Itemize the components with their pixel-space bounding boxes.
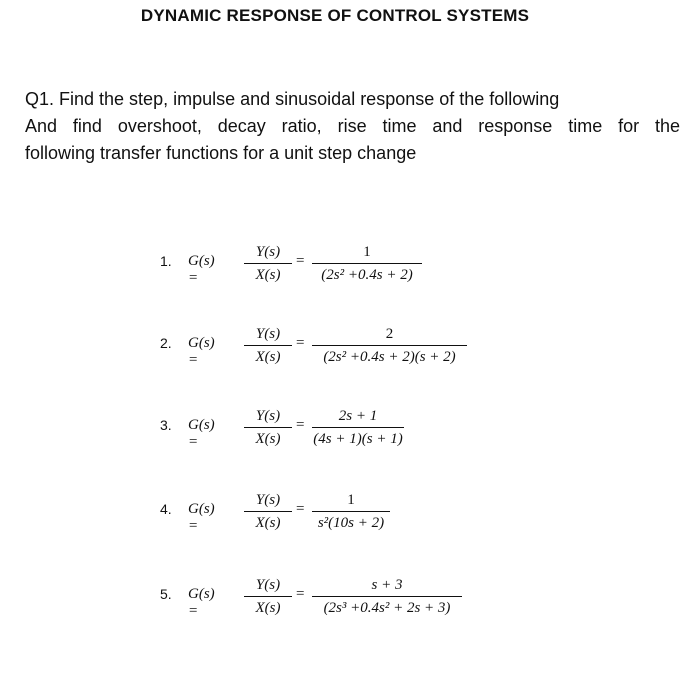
tf-denominator: (2s² +0.4s + 2)(s + 2) xyxy=(323,349,456,365)
ratio-denominator: X(s) xyxy=(255,515,281,531)
equals-sign: = xyxy=(296,417,305,433)
ratio-denominator: X(s) xyxy=(255,349,281,365)
transfer-function-lhs: G(s) = xyxy=(188,586,215,619)
equation-number: 3. xyxy=(160,417,172,433)
transfer-function-lhs: G(s) = xyxy=(188,501,215,534)
page-title: DYNAMIC RESPONSE OF CONTROL SYSTEMS xyxy=(140,6,530,25)
output-input-ratio xyxy=(244,406,292,449)
equation-number: 5. xyxy=(160,586,172,602)
fraction-bar xyxy=(312,596,462,597)
transfer-fraction xyxy=(312,406,404,449)
equation-number: 4. xyxy=(160,501,172,517)
transfer-fraction xyxy=(312,490,390,533)
ratio-numerator: Y(s) xyxy=(255,577,281,593)
fraction-bar xyxy=(312,427,404,428)
fraction-bar xyxy=(244,263,292,264)
fraction-bar xyxy=(312,511,390,512)
fraction-bar xyxy=(244,596,292,597)
fraction-bar xyxy=(244,345,292,346)
fraction-bar xyxy=(312,345,467,346)
transfer-fraction xyxy=(312,324,467,367)
transfer-function-lhs: G(s) = xyxy=(188,335,215,368)
equals-sign: = xyxy=(296,501,305,517)
transfer-function-lhs: G(s) = xyxy=(188,253,215,286)
transfer-fraction xyxy=(312,242,422,285)
ratio-numerator: Y(s) xyxy=(255,408,281,424)
tf-denominator: (2s² +0.4s + 2) xyxy=(321,267,413,283)
equation-number: 2. xyxy=(160,335,172,351)
ratio-numerator: Y(s) xyxy=(255,326,281,342)
ratio-denominator: X(s) xyxy=(255,267,281,283)
tf-numerator: 2 xyxy=(385,326,394,342)
question-text xyxy=(25,86,680,167)
output-input-ratio xyxy=(244,490,292,533)
ratio-numerator: Y(s) xyxy=(255,492,281,508)
ratio-numerator: Y(s) xyxy=(255,244,281,260)
tf-numerator: s + 3 xyxy=(371,577,403,593)
output-input-ratio xyxy=(244,575,292,618)
tf-denominator: (2s³ +0.4s² + 2s + 3) xyxy=(323,600,451,616)
transfer-function-lhs: G(s) = xyxy=(188,417,215,450)
tf-numerator: 1 xyxy=(363,244,371,260)
transfer-fraction xyxy=(312,575,462,618)
tf-numerator: 2s + 1 xyxy=(338,408,378,424)
question-line-1: Q1. Find the step, impulse and sinusoidal response of the following xyxy=(25,89,560,109)
equals-sign: = xyxy=(296,253,305,269)
equals-sign: = xyxy=(296,586,305,602)
output-input-ratio xyxy=(244,324,292,367)
question-line-2: And find overshoot, decay ratio, rise time and response time for the xyxy=(25,116,680,136)
equation-number: 1. xyxy=(160,253,172,269)
ratio-denominator: X(s) xyxy=(255,431,281,447)
fraction-bar xyxy=(244,511,292,512)
tf-denominator: s²(10s + 2) xyxy=(317,515,385,531)
tf-denominator: (4s + 1)(s + 1) xyxy=(313,431,403,447)
fraction-bar xyxy=(244,427,292,428)
ratio-denominator: X(s) xyxy=(255,600,281,616)
fraction-bar xyxy=(312,263,422,264)
tf-numerator: 1 xyxy=(347,492,355,508)
output-input-ratio xyxy=(244,242,292,285)
equals-sign: = xyxy=(296,335,305,351)
question-line-3: following transfer functions for a unit step change xyxy=(25,143,417,163)
